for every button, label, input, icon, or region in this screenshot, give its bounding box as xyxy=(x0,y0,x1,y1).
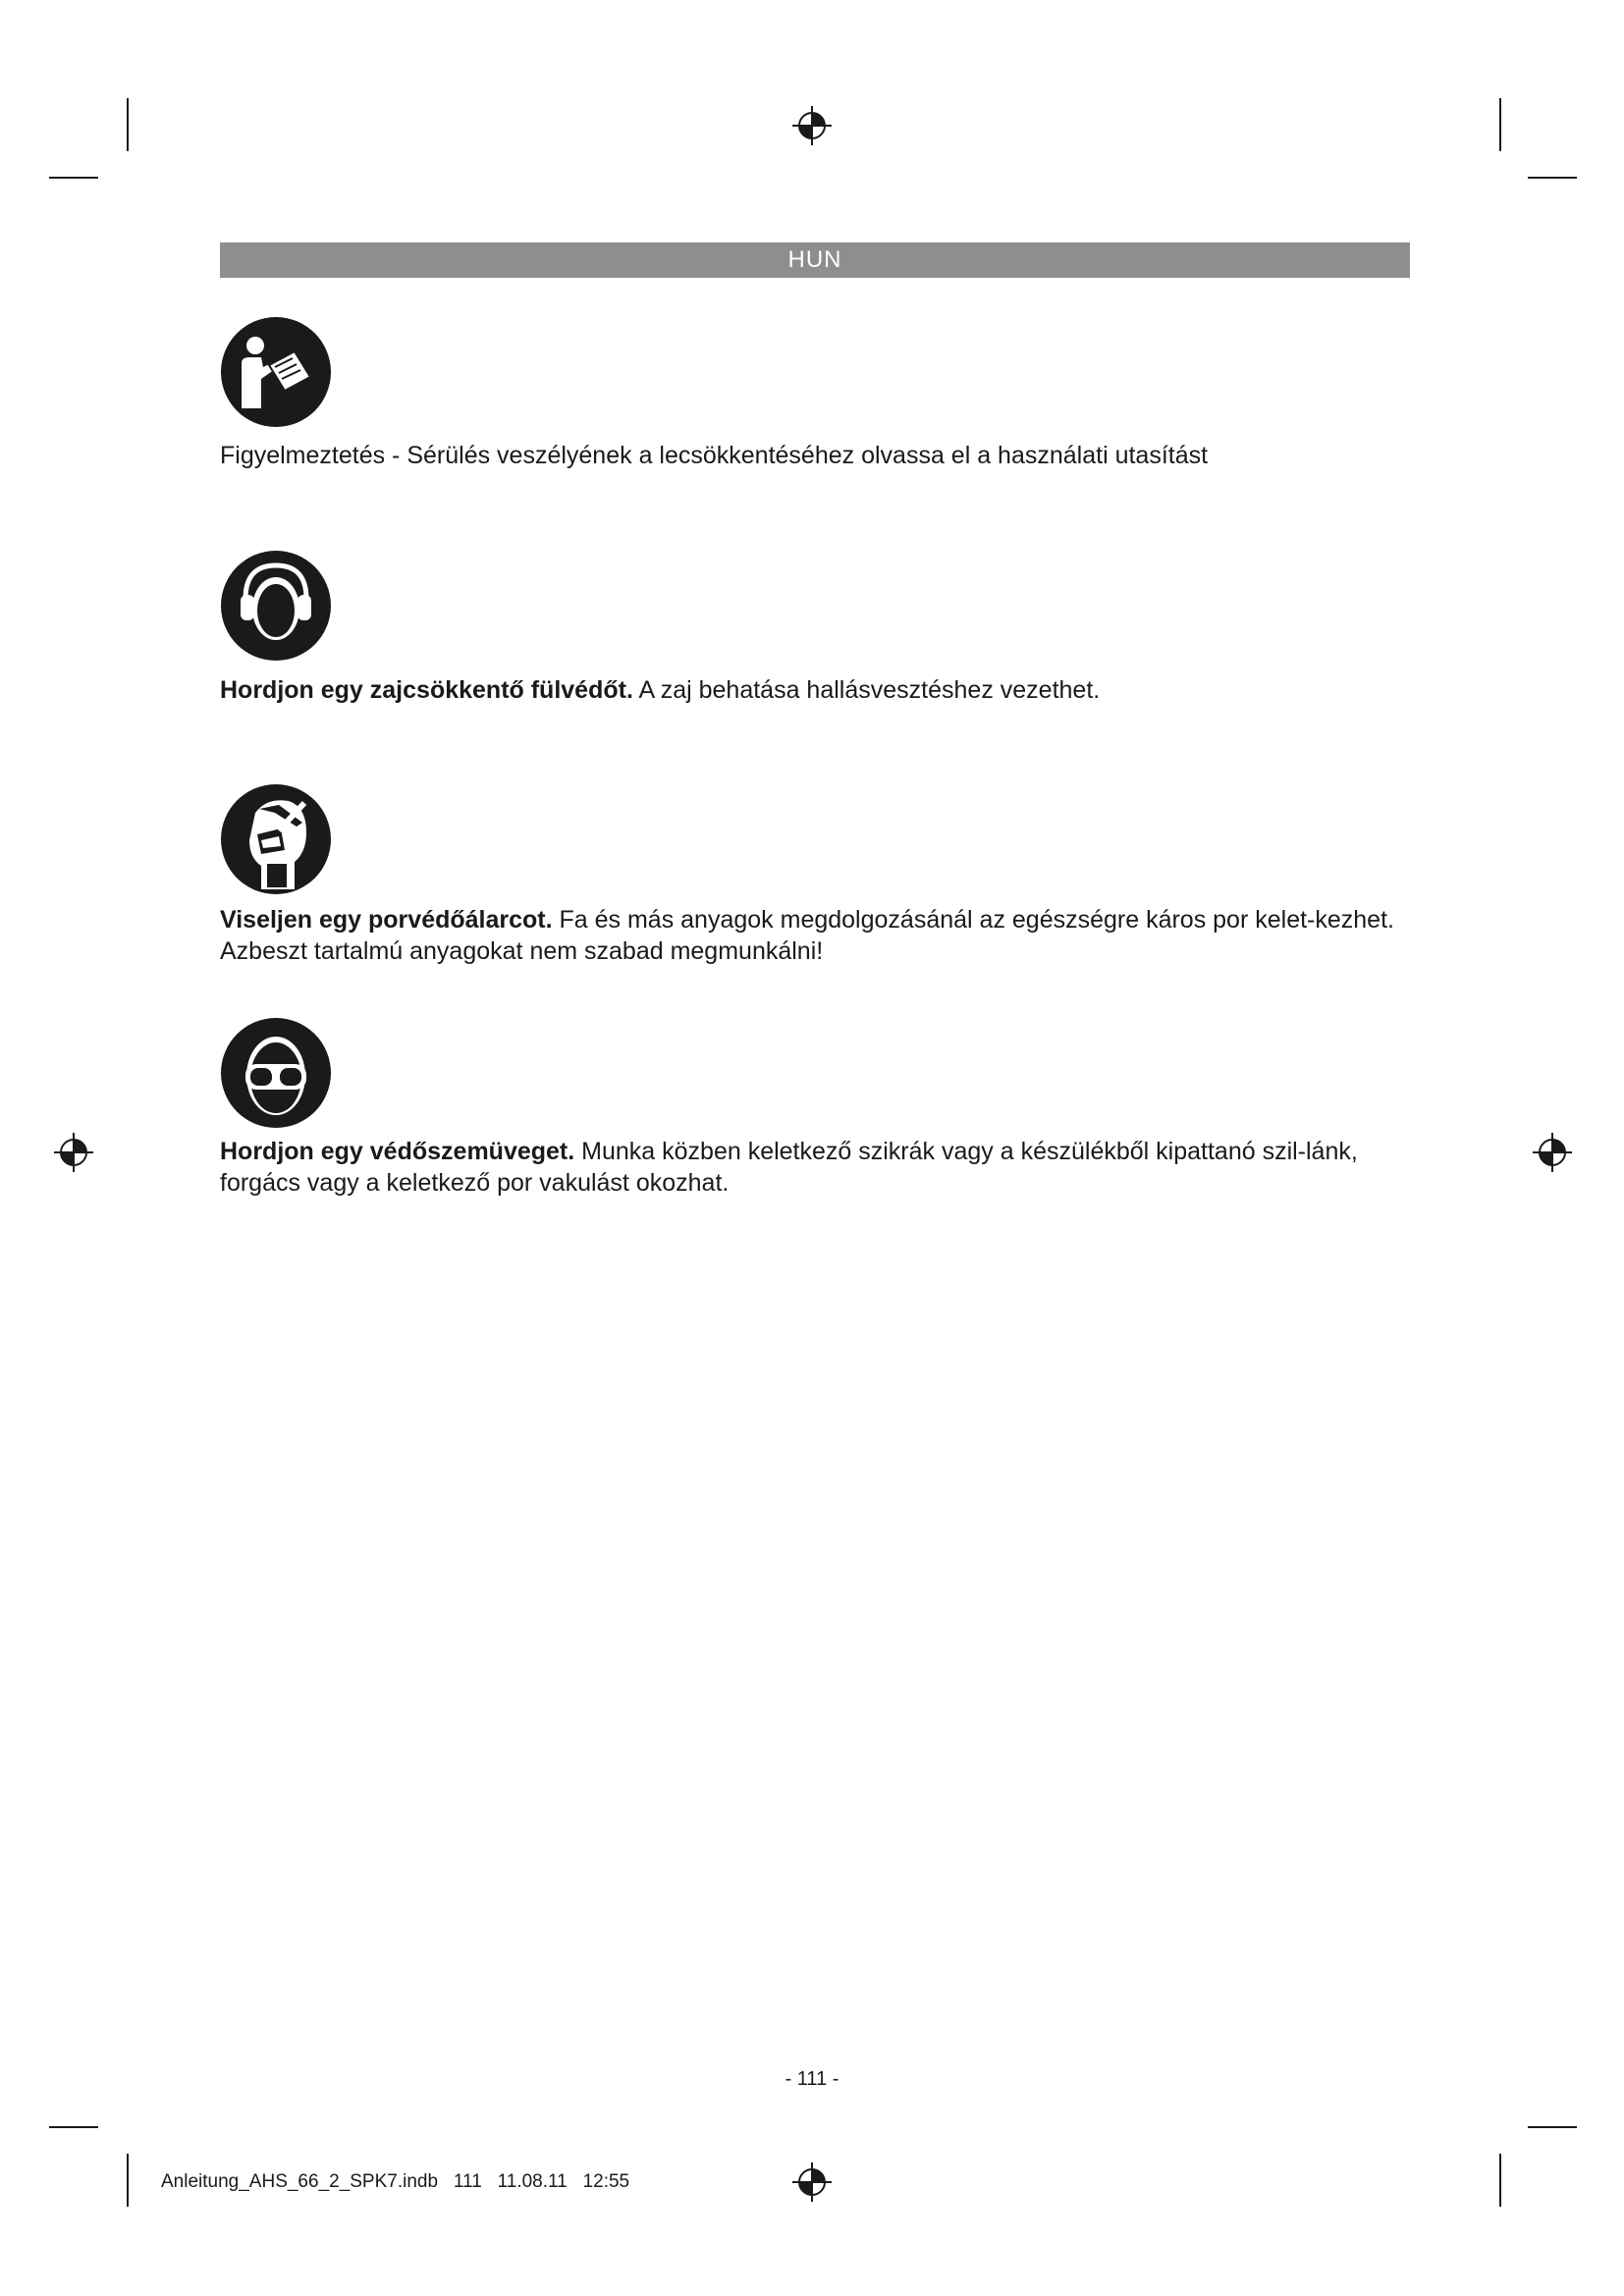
registration-mark-icon xyxy=(791,105,833,146)
page-number: - 111 - xyxy=(785,2068,839,2090)
registration-mark-icon xyxy=(791,2162,833,2203)
crop-mark-bottom-left xyxy=(127,2154,129,2207)
crop-mark-top-right xyxy=(1499,98,1501,151)
ear-protection-icon xyxy=(220,550,332,662)
registration-mark-icon xyxy=(53,1132,94,1173)
language-code: HUN xyxy=(787,246,842,273)
safety-text-dust-mask: Viseljen egy porvédőálarcot. Fa és más anyagok megdolgozásánál az egészségre káros por kelet-kezhet. Azbeszt tartalmú anyagokat nem szabad megmunkálni! xyxy=(220,906,1394,965)
safety-text-ear-protection: Hordjon egy zajcsökkentő fülvédőt. A zaj behatása hallásvesztéshez vezethet. xyxy=(220,676,1101,704)
language-header-bar xyxy=(220,242,1410,278)
crop-mark-bottom-left xyxy=(49,2126,98,2128)
safety-goggles-icon xyxy=(220,1017,332,1129)
crop-mark-bottom-right xyxy=(1528,2126,1577,2128)
safety-text-read-manual: Figyelmeztetés - Sérülés veszélyének a lecsökkentéséhez olvassa el a használati utasítást xyxy=(220,442,1209,469)
registration-mark-icon xyxy=(1532,1132,1573,1173)
read-manual-icon xyxy=(220,316,332,428)
crop-mark-top-right xyxy=(1528,177,1577,179)
crop-mark-bottom-right xyxy=(1499,2154,1501,2207)
dust-mask-icon xyxy=(220,783,332,895)
crop-mark-top-left xyxy=(49,177,98,179)
safety-text-goggles: Hordjon egy védőszemüveget. Munka közben keletkező szikrák vagy a készülékből kipattanó szil-lánk, forgács vagy a keletkező por vakulást okozhat. xyxy=(220,1138,1358,1197)
crop-mark-top-left xyxy=(127,98,129,151)
print-slug: Anleitung_AHS_66_2_SPK7.indb 111 11.08.11 12:55 xyxy=(161,2171,630,2192)
